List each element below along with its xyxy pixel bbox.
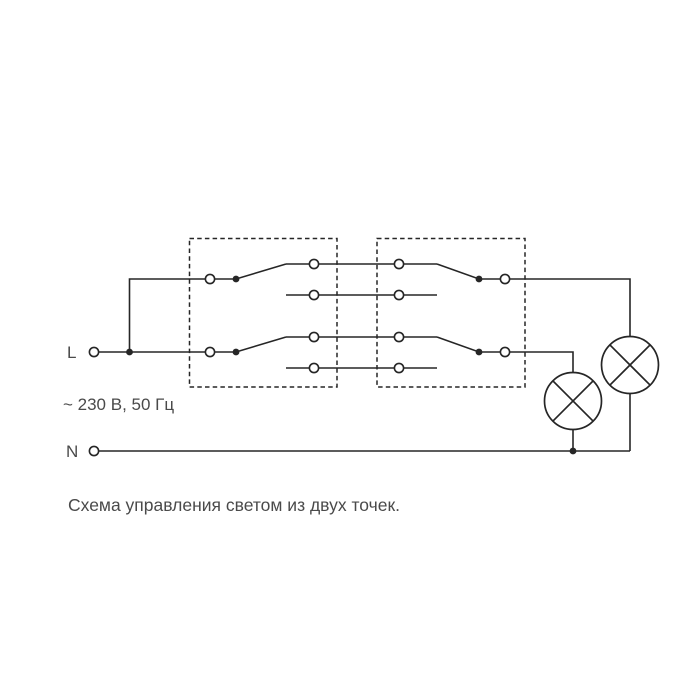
terminal-circle: [500, 347, 509, 356]
terminal-circle: [205, 347, 214, 356]
terminal-circle: [394, 259, 403, 268]
wire-line-riser: [130, 279, 211, 352]
terminal-circle: [309, 332, 318, 341]
terminal-circle: [309, 259, 318, 268]
wire-lamp-left-feed: [505, 352, 573, 373]
terminal-line: [89, 347, 98, 356]
wire-switch-left-top-blade: [210, 264, 286, 279]
terminal-circle: [205, 274, 214, 283]
wire-switch-right-top-blade: [437, 264, 505, 279]
voltage-label: ~ 230 В, 50 Гц: [63, 395, 175, 414]
junction-dot: [126, 349, 133, 356]
terminal-circle: [309, 363, 318, 372]
wires: [94, 264, 630, 451]
line-label: L: [67, 343, 77, 362]
terminal-circle: [309, 290, 318, 299]
junction-dot: [233, 276, 240, 283]
terminal-circle: [394, 332, 403, 341]
wire-switch-right-bottom-blade: [437, 337, 505, 352]
terminals: [89, 259, 509, 455]
wire-lamp-right-feed: [505, 279, 630, 337]
terminal-circle: [500, 274, 509, 283]
junction-dot: [570, 448, 577, 455]
lamp-left-icon: [545, 373, 602, 430]
junction-dot: [476, 349, 483, 356]
diagram-caption: Схема управления светом из двух точек.: [68, 495, 400, 515]
wire-switch-left-bottom-blade: [210, 337, 286, 352]
neutral-label: N: [66, 442, 79, 461]
terminal-circle: [394, 290, 403, 299]
junction-dot: [233, 349, 240, 356]
lamp-right-icon: [602, 337, 659, 394]
terminal-neutral: [89, 446, 98, 455]
junction-dot: [476, 276, 483, 283]
junction-dots: [126, 276, 576, 455]
terminal-circle: [394, 363, 403, 372]
